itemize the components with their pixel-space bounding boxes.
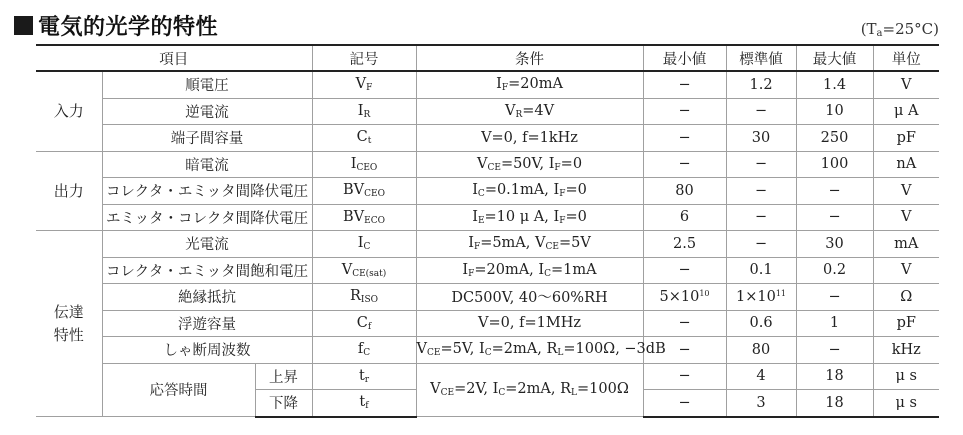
- max-value: −: [796, 284, 873, 311]
- min-value: −: [643, 151, 726, 178]
- item-name: 浮遊容量: [102, 310, 312, 337]
- unit-cell: nA: [873, 151, 939, 178]
- min-value: −: [643, 125, 726, 152]
- max-value: 1: [796, 310, 873, 337]
- table-row: [36, 178, 939, 205]
- table-row: [36, 125, 939, 152]
- header-conditions: 条件: [416, 45, 643, 71]
- condition-cell: $V_{CE}=2V$, $I_C=2mA$, $R_L=100\Omega$: [416, 363, 643, 417]
- condition-cell: DC500V, 40〜60%RH: [416, 284, 643, 311]
- symbol-cell: $R_{ISO}$: [312, 284, 416, 311]
- table-row: [36, 363, 939, 390]
- condition-cell: $I_F=5mA$, $V_{CE}=5V$: [416, 231, 643, 258]
- condition-cell: $I_E=10$ μ A, $I_F=0$: [416, 204, 643, 231]
- characteristics-table: [36, 44, 939, 418]
- unit-cell: V: [873, 257, 939, 284]
- item-name: コレクタ・エミッタ間降伏電圧: [102, 178, 312, 205]
- max-value: 250: [796, 125, 873, 152]
- min-value: $5\times 10^{10}$: [643, 284, 726, 311]
- unit-cell: pF: [873, 310, 939, 337]
- condition-cell: $I_C=0.1mA$, $I_F=0$: [416, 178, 643, 205]
- typ-value: −: [726, 178, 796, 205]
- condition-cell: $I_F=20mA$: [416, 71, 643, 98]
- header-min: 最小値: [643, 45, 726, 71]
- min-value: −: [643, 390, 726, 417]
- symbol-cell: $C_f$: [312, 310, 416, 337]
- symbol-cell: $V_F$: [312, 71, 416, 98]
- condition-cell: V=0, f=1MHz: [416, 310, 643, 337]
- condition-cell: $V_{CE}=50V$, $I_F=0$: [416, 151, 643, 178]
- table-header-row: [36, 45, 939, 71]
- min-value: 2.5: [643, 231, 726, 258]
- item-name: 暗電流: [102, 151, 312, 178]
- typ-value: −: [726, 151, 796, 178]
- max-value: −: [796, 204, 873, 231]
- item-name: エミッタ・コレクタ間降伏電圧: [102, 204, 312, 231]
- table-row: [36, 257, 939, 284]
- sub-item-rise: 上昇: [255, 363, 312, 390]
- group-output: 出力: [36, 151, 102, 231]
- symbol-cell: $V_{CE(sat)}$: [312, 257, 416, 284]
- item-name: 逆電流: [102, 98, 312, 125]
- table-row: [36, 71, 939, 98]
- header-symbol: 記号: [312, 45, 416, 71]
- table-row: [36, 204, 939, 231]
- unit-cell: kHz: [873, 337, 939, 364]
- unit-cell: V: [873, 178, 939, 205]
- table-row: [36, 284, 939, 311]
- item-name: 光電流: [102, 231, 312, 258]
- typ-value: −: [726, 204, 796, 231]
- symbol-cell: $BV_{CEO}$: [312, 178, 416, 205]
- typ-value: 1.2: [726, 71, 796, 98]
- typ-value: −: [726, 98, 796, 125]
- min-value: −: [643, 98, 726, 125]
- condition-cell: $V_{CE}=5V$, $I_C=2mA$, $R_L=100\Omega$, −3dB: [416, 337, 643, 364]
- symbol-cell: $t_f$: [312, 390, 416, 417]
- typ-value: −: [726, 231, 796, 258]
- group-input: 入力: [36, 71, 102, 151]
- max-value: −: [796, 178, 873, 205]
- min-value: −: [643, 363, 726, 390]
- title-text: 電気的光学的特性: [38, 14, 219, 40]
- unit-cell: V: [873, 71, 939, 98]
- symbol-cell: $I_{CEO}$: [312, 151, 416, 178]
- typ-value: 4: [726, 363, 796, 390]
- table-row: [36, 310, 939, 337]
- typ-value: 0.1: [726, 257, 796, 284]
- symbol-cell: $f_C$: [312, 337, 416, 364]
- max-value: 18: [796, 390, 873, 417]
- symbol-cell: $C_t$: [312, 125, 416, 152]
- min-value: −: [643, 310, 726, 337]
- sub-item-fall: 下降: [255, 390, 312, 417]
- section-title: [14, 10, 218, 40]
- condition-cell: $V_R=4V$: [416, 98, 643, 125]
- condition-cell: $I_F=20mA$, $I_C=1mA$: [416, 257, 643, 284]
- unit-cell: μ s: [873, 363, 939, 390]
- symbol-cell: $I_R$: [312, 98, 416, 125]
- min-value: −: [643, 337, 726, 364]
- typ-value: 3: [726, 390, 796, 417]
- header-unit: 単位: [873, 45, 939, 71]
- unit-cell: mA: [873, 231, 939, 258]
- symbol-cell: $t_r$: [312, 363, 416, 390]
- min-value: −: [643, 257, 726, 284]
- typ-value: $1\times 10^{11}$: [726, 284, 796, 311]
- item-name: 順電圧: [102, 71, 312, 98]
- table-row: [36, 231, 939, 258]
- condition-cell: V=0, f=1kHz: [416, 125, 643, 152]
- typ-value: 0.6: [726, 310, 796, 337]
- header-typ: 標準値: [726, 45, 796, 71]
- min-value: −: [643, 71, 726, 98]
- max-value: 10: [796, 98, 873, 125]
- unit-cell: pF: [873, 125, 939, 152]
- header-item: 項目: [36, 45, 312, 71]
- item-name: 端子間容量: [102, 125, 312, 152]
- square-bullet-icon: [14, 16, 33, 35]
- table-row: [36, 337, 939, 364]
- symbol-cell: $BV_{ECO}$: [312, 204, 416, 231]
- max-value: 18: [796, 363, 873, 390]
- table-row: [36, 151, 939, 178]
- group-transfer: 伝達 特性: [36, 231, 102, 417]
- unit-cell: V: [873, 204, 939, 231]
- unit-cell: μ s: [873, 390, 939, 417]
- symbol-cell: $I_C$: [312, 231, 416, 258]
- item-name: コレクタ・エミッタ間飽和電圧: [102, 257, 312, 284]
- max-value: 0.2: [796, 257, 873, 284]
- max-value: 100: [796, 151, 873, 178]
- measurement-condition: $(T_a=25^\circ C)$: [860, 20, 939, 39]
- typ-value: 80: [726, 337, 796, 364]
- unit-cell: Ω: [873, 284, 939, 311]
- item-name: しゃ断周波数: [102, 337, 312, 364]
- min-value: 80: [643, 178, 726, 205]
- item-name: 応答時間: [102, 363, 255, 417]
- max-value: 1.4: [796, 71, 873, 98]
- max-value: −: [796, 337, 873, 364]
- min-value: 6: [643, 204, 726, 231]
- max-value: 30: [796, 231, 873, 258]
- header-max: 最大値: [796, 45, 873, 71]
- unit-cell: μ A: [873, 98, 939, 125]
- typ-value: 30: [726, 125, 796, 152]
- table-row: [36, 98, 939, 125]
- item-name: 絶縁抵抗: [102, 284, 312, 311]
